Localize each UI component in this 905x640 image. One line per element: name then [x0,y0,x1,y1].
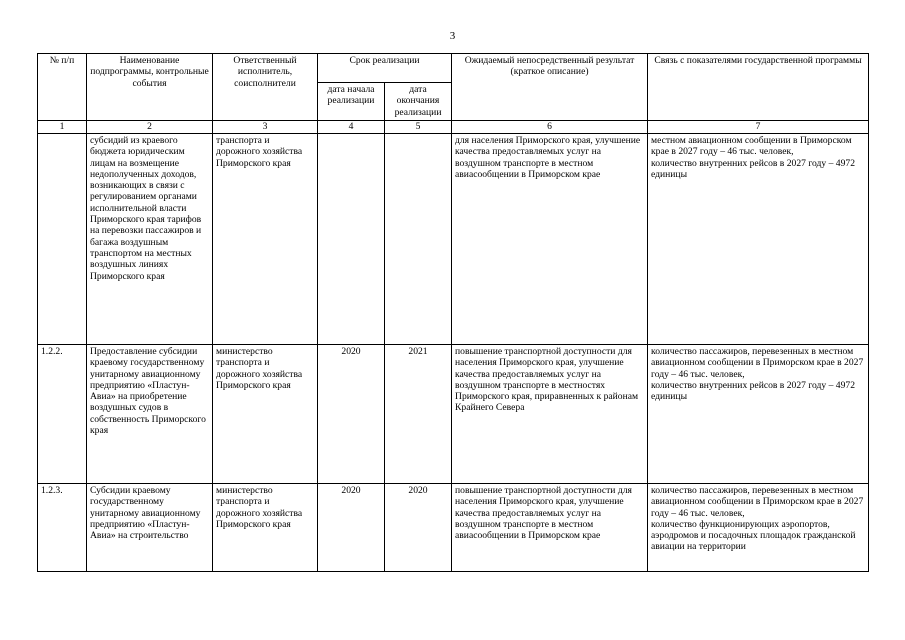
header-period: Срок реализации [318,54,452,83]
row-link: количество пассажиров, перевезенных в местном авиационном сообщении в Приморском крае в 2027 году – 46 тыс. человек, количество функционирующих аэропортов, аэродромов и посадочных площадок гражданской авиации на территории [648,484,869,572]
page-number: 3 [449,30,456,42]
row-executor: министерство транспорта и дорожного хозяйства Приморского края [213,345,318,484]
row-name: Предоставление субсидии краевому государственному унитарному авиационному предприятию «Пластун-Авиа» на приобретение воздушных судов в собственность Приморского края [87,345,213,484]
header-end: дата окончания реализации [385,83,452,121]
row-start [318,134,385,345]
column-number-4: 4 [318,121,385,134]
column-number-7: 7 [648,121,869,134]
row-end [385,134,452,345]
table-row [38,134,869,345]
header-link: Связь с показателями государственной программы [648,54,869,121]
row-result: для населения Приморского края, улучшение качества предоставляемых услуг на воздушном транспорте в местном авиасообщении в Приморском крае [452,134,648,345]
header-executor: Ответственный исполнитель, соисполнители [213,54,318,121]
row-end: 2020 [385,484,452,572]
header-result: Ожидаемый непосредственный результат (краткое описание) [452,54,648,121]
row-num: 1.2.3. [38,484,87,572]
header-start: дата начала реализации [318,83,385,121]
row-name: Субсидии краевому государственному унитарному авиационному предприятию «Пластун-Авиа» на строительство [87,484,213,572]
row-start: 2020 [318,484,385,572]
row-link: местном авиационном сообщении в Приморском крае в 2027 году – 46 тыс. человек, количество внутренних рейсов в 2027 году – 4972 единицы [648,134,869,345]
header-name: Наименование подпрограммы, контрольные события [87,54,213,121]
row-executor: министерство транспорта и дорожного хозяйства Приморского края [213,484,318,572]
activities-table [37,53,869,572]
column-number-6: 6 [452,121,648,134]
row-start: 2020 [318,345,385,484]
column-number-1: 1 [38,121,87,134]
table-row [38,484,869,572]
row-executor: транспорта и дорожного хозяйства Приморского края [213,134,318,345]
column-number-5: 5 [385,121,452,134]
header-num: № п/п [38,54,87,121]
row-num: 1.2.2. [38,345,87,484]
row-result: повышение транспортной доступности для населения Приморского края, улучшение качества предоставляемых услуг на воздушном транспорте в местностях Приморского края, приравненных к районам Крайнего Севера [452,345,648,484]
column-number-3: 3 [213,121,318,134]
row-end: 2021 [385,345,452,484]
column-number-2: 2 [87,121,213,134]
row-name: субсидий из краевого бюджета юридическим лицам на возмещение недополученных доходов, возникающих в связи с регулированием органами исполнительной власти Приморского края тарифов на перевозки пассажиров и багажа воздушным транспортом на местных воздушных линиях Приморского края [87,134,213,345]
row-link: количество пассажиров, перевезенных в местном авиационном сообщении в Приморском крае в 2027 году – 46 тыс. человек, количество внутренних рейсов в 2027 году – 4972 единицы [648,345,869,484]
row-result: повышение транспортной доступности для населения Приморского края, улучшение качества предоставляемых услуг на воздушном транспорте в местном авиасообщении в Приморском крае [452,484,648,572]
table-row [38,345,869,484]
row-num [38,134,87,345]
